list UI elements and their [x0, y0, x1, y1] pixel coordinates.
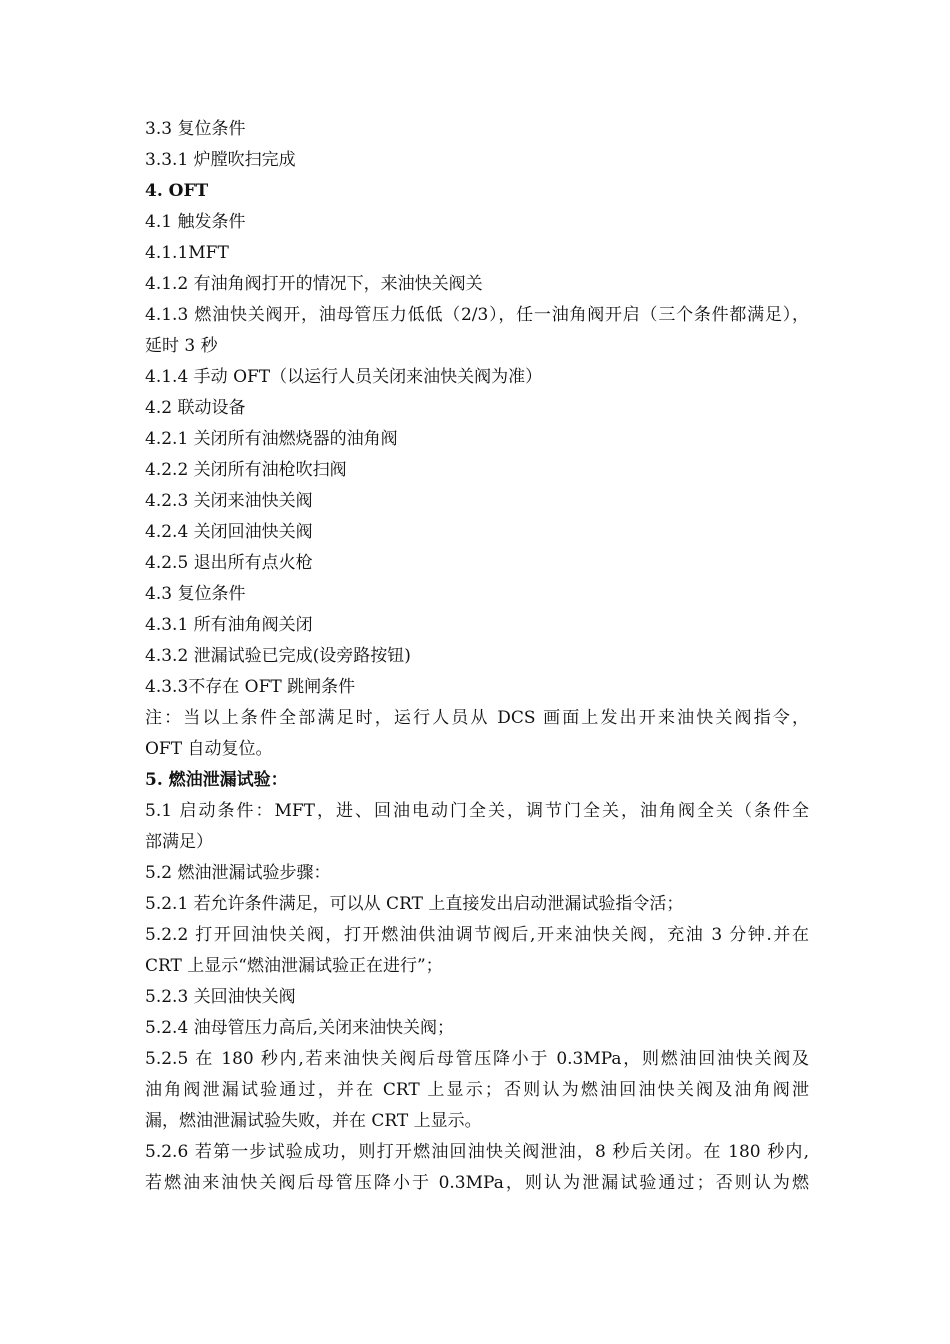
text-line: 5.2.5 在 180 秒内,若来油快关阀后母管压降小于 0.3MPa，则燃油回油快关阀及 — [145, 1049, 809, 1069]
section-heading: 4. OFT — [145, 181, 209, 201]
text-line: 4.3.3不存在 OFT 跳闸条件 — [145, 677, 356, 697]
text-line: 漏，燃油泄漏试验失败，并在 CRT 上显示。 — [145, 1111, 482, 1131]
text-line: 注：当以上条件全部满足时，运行人员从 DCS 画面上发出开来油快关阀指令， — [145, 708, 809, 728]
text-line: 4.3.2 泄漏试验已完成(设旁路按钮) — [145, 646, 411, 666]
text-line: 4.1.4 手动 OFT（以运行人员关闭来油快关阀为准） — [145, 367, 543, 387]
text-line: 延时 3 秒 — [145, 336, 218, 356]
text-line: 油角阀泄漏试验通过，并在 CRT 上显示；否则认为燃油回油快关阀及油角阀泄 — [145, 1080, 809, 1100]
text-line: 4.2.1 关闭所有油燃烧器的油角阀 — [145, 429, 398, 449]
text-line: 4.3 复位条件 — [145, 584, 246, 604]
text-line: 4.3.1 所有油角阀关闭 — [145, 615, 313, 635]
text-line: 5.2.6 若第一步试验成功，则打开燃油回油快关阀泄油，8 秒后关闭。在 180 秒内, — [145, 1142, 809, 1162]
text-line: 5.2.1 若允许条件满足，可以从 CRT 上直接发出启动泄漏试验指令活； — [145, 894, 684, 914]
text-line: 5.2.2 打开回油快关阀，打开燃油供油调节阀后,开来油快关阀，充油 3 分钟.并在 — [145, 925, 809, 945]
text-line: 5.2.4 油母管压力高后,关闭来油快关阀； — [145, 1018, 455, 1038]
text-line: 4.1 触发条件 — [145, 212, 246, 232]
text-line: CRT 上显示“燃油泄漏试验正在进行”； — [145, 956, 443, 976]
text-line: 3.3 复位条件 — [145, 119, 246, 139]
text-line: 4.1.2 有油角阀打开的情况下，来油快关阀关 — [145, 274, 483, 294]
text-line: 5.2.3 关回油快关阀 — [145, 987, 296, 1007]
text-line: 部满足） — [145, 832, 213, 852]
text-line: 4.2.4 关闭回油快关阀 — [145, 522, 313, 542]
document-page — [145, 114, 815, 1199]
text-line: 4.1.3 燃油快关阀开，油母管压力低低（2/3），任一油角阀开启（三个条件都满足）， — [145, 305, 809, 325]
text-line: 4.2.5 退出所有点火枪 — [145, 553, 313, 573]
text-line: OFT 自动复位。 — [145, 739, 273, 759]
text-line: 3.3.1 炉膛吹扫完成 — [145, 150, 296, 170]
text-line: 若燃油来油快关阀后母管压降小于 0.3MPa，则认为泄漏试验通过；否则认为燃 — [145, 1173, 809, 1193]
text-line: 4.2.3 关闭来油快关阀 — [145, 491, 313, 511]
text-line: 5.2 燃油泄漏试验步骤： — [145, 863, 331, 883]
text-line: 4.2 联动设备 — [145, 398, 246, 418]
section-heading: 5. 燃油泄漏试验： — [145, 770, 288, 790]
text-line: 4.1.1MFT — [145, 243, 229, 263]
text-line: 5.1 启动条件：MFT，进、回油电动门全关，调节门全关，油角阀全关（条件全 — [145, 801, 809, 821]
text-line: 4.2.2 关闭所有油枪吹扫阀 — [145, 460, 347, 480]
